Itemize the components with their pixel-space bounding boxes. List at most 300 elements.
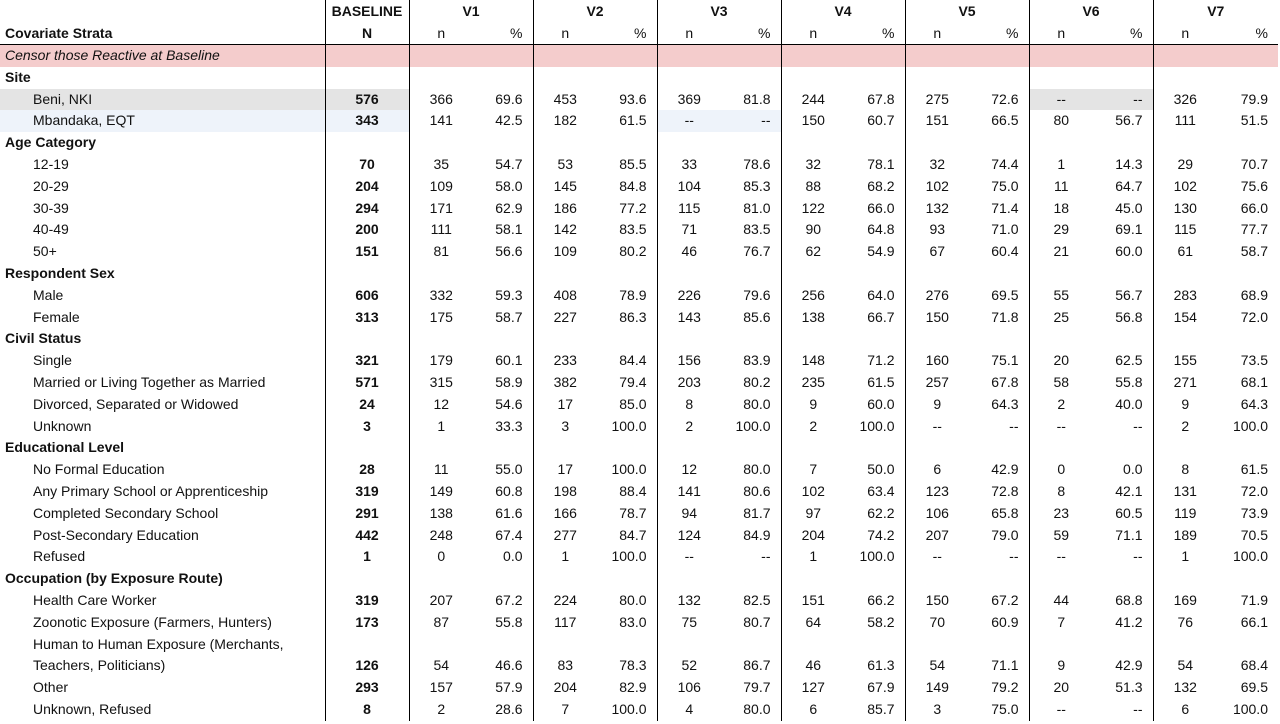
visit-n-cell: 102 bbox=[781, 481, 845, 503]
visit-n-cell bbox=[533, 568, 597, 590]
visit-n-cell: 52 bbox=[657, 655, 721, 677]
visit-n-cell: 175 bbox=[409, 307, 473, 329]
visit-pct-cell: 33.3 bbox=[495, 417, 523, 434]
n-header: n bbox=[409, 23, 473, 45]
visit-n-cell: -- bbox=[1029, 699, 1093, 721]
visit-pct-cell bbox=[473, 568, 533, 590]
visit-pct-cell: 93.6 bbox=[619, 90, 647, 107]
visit-n-cell: 132 bbox=[1153, 677, 1217, 699]
visit-pct-cell: 68.9 bbox=[1240, 286, 1268, 303]
visit-n-cell: 117 bbox=[533, 612, 597, 634]
visit-pct-cell: 85.0 bbox=[619, 395, 647, 412]
visit-pct-cell: 61.5 bbox=[867, 373, 895, 390]
visit-n-cell: 275 bbox=[905, 89, 969, 111]
visit-pct-cell: 84.4 bbox=[619, 352, 647, 369]
visit-pct-cell: 69.1 bbox=[1115, 221, 1143, 238]
visit-n-cell: 8 bbox=[657, 394, 721, 416]
strata-label: 12-19 bbox=[33, 155, 69, 172]
visit-n-cell: 150 bbox=[781, 110, 845, 132]
visit-n-cell: 67 bbox=[905, 241, 969, 263]
pct-header: % bbox=[1217, 23, 1278, 45]
visit-n-cell bbox=[905, 132, 969, 154]
visit-n-cell: 156 bbox=[657, 350, 721, 372]
visit-n-cell: -- bbox=[905, 546, 969, 568]
visit-n-cell: 75 bbox=[657, 612, 721, 634]
visit-n-cell: 198 bbox=[533, 481, 597, 503]
visit-n-cell: 149 bbox=[409, 481, 473, 503]
visit-n-cell: 87 bbox=[409, 612, 473, 634]
visit-n-cell: 2 bbox=[1153, 416, 1217, 438]
section-label: Age Category bbox=[5, 134, 97, 151]
visit-n-cell: 20 bbox=[1029, 677, 1093, 699]
baseline-n-cell: 28 bbox=[325, 459, 409, 481]
visit-pct-cell: 75.6 bbox=[1240, 177, 1268, 194]
visit-n-cell: 111 bbox=[1153, 110, 1217, 132]
visit-pct-cell bbox=[845, 634, 905, 656]
visit-pct-cell: 86.7 bbox=[743, 657, 771, 674]
visit-pct-cell: 69.6 bbox=[495, 90, 523, 107]
visit-pct-cell: 81.8 bbox=[743, 90, 771, 107]
visit-pct-cell: 79.7 bbox=[743, 679, 771, 696]
visit-pct-cell: 80.0 bbox=[743, 461, 771, 478]
baseline-n-cell: 151 bbox=[325, 241, 409, 263]
visit-n-cell: 54 bbox=[409, 655, 473, 677]
strata-label: Refused bbox=[33, 548, 86, 565]
visit-n-cell: 32 bbox=[905, 154, 969, 176]
visit-n-cell: 109 bbox=[533, 241, 597, 263]
visit-pct-cell: 67.4 bbox=[495, 526, 523, 543]
visit-n-cell: 2 bbox=[409, 699, 473, 721]
visit-n-cell: 132 bbox=[905, 198, 969, 220]
visit-n-cell: 233 bbox=[533, 350, 597, 372]
visit-n-cell: 64 bbox=[781, 612, 845, 634]
visit-pct-cell: 75.0 bbox=[991, 177, 1019, 194]
baseline-n-cell bbox=[325, 132, 409, 154]
visit-pct-cell: 61.3 bbox=[867, 657, 895, 674]
visit-pct-cell: 79.4 bbox=[619, 373, 647, 390]
visit-pct-cell: 61.5 bbox=[1240, 461, 1268, 478]
visit-n-cell: 115 bbox=[1153, 219, 1217, 241]
visit-pct-cell bbox=[597, 263, 657, 285]
section-row bbox=[0, 568, 1278, 590]
visit-n-cell: 25 bbox=[1029, 307, 1093, 329]
visit-pct-cell bbox=[721, 263, 781, 285]
visit-n-cell: 257 bbox=[905, 372, 969, 394]
visit-n-cell: 9 bbox=[781, 394, 845, 416]
visit-pct-cell: 56.6 bbox=[495, 243, 523, 260]
visit-pct-cell: 40.0 bbox=[1115, 395, 1143, 412]
visit-pct-cell: 74.2 bbox=[867, 526, 895, 543]
section-label: Respondent Sex bbox=[5, 264, 115, 281]
visit-n-cell: 97 bbox=[781, 503, 845, 525]
visit-n-cell: 124 bbox=[657, 525, 721, 547]
visit-n-cell: 2 bbox=[1029, 394, 1093, 416]
visit-n-cell: 70 bbox=[905, 612, 969, 634]
visit-pct-cell bbox=[1093, 328, 1153, 350]
visit-n-cell bbox=[657, 132, 721, 154]
visit-n-cell: 7 bbox=[781, 459, 845, 481]
strata-label: Teachers, Politicians) bbox=[33, 657, 166, 674]
visit-n-cell: 149 bbox=[905, 677, 969, 699]
visit-n-cell: -- bbox=[657, 110, 721, 132]
visit-n-cell bbox=[657, 67, 721, 89]
visit-pct-cell: 28.6 bbox=[495, 700, 523, 717]
table-row bbox=[0, 176, 1278, 198]
visit-n-cell: 179 bbox=[409, 350, 473, 372]
baseline-n-cell bbox=[325, 328, 409, 350]
section-row bbox=[0, 132, 1278, 154]
visit-n-cell: 123 bbox=[905, 481, 969, 503]
visit-n-cell bbox=[1153, 568, 1217, 590]
visit-n-cell: 12 bbox=[409, 394, 473, 416]
visit-pct-cell: 83.9 bbox=[743, 352, 771, 369]
visit-pct-cell: 58.2 bbox=[867, 613, 895, 630]
visit-n-cell bbox=[1153, 67, 1217, 89]
visit-pct-cell bbox=[1217, 568, 1278, 590]
table-row bbox=[0, 677, 1278, 699]
visit-n-cell: 80 bbox=[1029, 110, 1093, 132]
visit-pct-cell bbox=[1093, 568, 1153, 590]
section-label: Site bbox=[5, 68, 31, 85]
baseline-n-cell: 606 bbox=[325, 285, 409, 307]
visit-n-cell: 29 bbox=[1029, 219, 1093, 241]
visit-n-cell: 141 bbox=[657, 481, 721, 503]
visit-n-cell: 142 bbox=[533, 219, 597, 241]
visit-pct-cell: 79.9 bbox=[1240, 90, 1268, 107]
visit-pct-cell: 79.0 bbox=[991, 526, 1019, 543]
strata-label: 20-29 bbox=[33, 177, 69, 194]
visit-n-cell: 106 bbox=[657, 677, 721, 699]
visit-n-cell: -- bbox=[1029, 416, 1093, 438]
table-row bbox=[0, 590, 1278, 612]
visit-pct-cell bbox=[721, 132, 781, 154]
visit-pct-cell: 85.3 bbox=[743, 177, 771, 194]
pct-header: % bbox=[597, 23, 657, 45]
table-row bbox=[0, 416, 1278, 438]
visit-n-cell: 453 bbox=[533, 89, 597, 111]
baseline-n-cell: 293 bbox=[325, 677, 409, 699]
visit-pct-cell bbox=[845, 67, 905, 89]
visit-pct-cell: 64.7 bbox=[1115, 177, 1143, 194]
baseline-n-cell: 291 bbox=[325, 503, 409, 525]
visit-n-cell: 46 bbox=[781, 655, 845, 677]
visit-n-cell: 154 bbox=[1153, 307, 1217, 329]
visit-pct-cell: 60.8 bbox=[495, 482, 523, 499]
visit-n-cell bbox=[1153, 437, 1217, 459]
visit-n-cell: 9 bbox=[1153, 394, 1217, 416]
visit-n-cell: 6 bbox=[1153, 699, 1217, 721]
visit-pct-cell: 59.3 bbox=[495, 286, 523, 303]
strata-label: Zoonotic Exposure (Farmers, Hunters) bbox=[33, 613, 272, 630]
visit-n-cell: 83 bbox=[533, 655, 597, 677]
visit-pct-cell: 42.9 bbox=[991, 461, 1019, 478]
visit-pct-cell: 80.7 bbox=[743, 613, 771, 630]
n-header: n bbox=[781, 23, 845, 45]
visit-pct-cell: 68.1 bbox=[1240, 373, 1268, 390]
visit-pct-cell bbox=[597, 328, 657, 350]
strata-label: Unknown bbox=[33, 417, 92, 434]
baseline-n-cell bbox=[325, 67, 409, 89]
visit-n-cell: 1 bbox=[409, 416, 473, 438]
visit-n-cell bbox=[657, 634, 721, 656]
visit-pct-cell bbox=[597, 437, 657, 459]
visit-pct-cell: 60.4 bbox=[991, 243, 1019, 260]
strata-label: Mbandaka, EQT bbox=[0, 110, 325, 132]
visit-n-cell: 326 bbox=[1153, 89, 1217, 111]
visit-n-cell bbox=[533, 328, 597, 350]
visit-n-cell: 151 bbox=[905, 110, 969, 132]
table-row-continued-label bbox=[0, 634, 1278, 656]
strata-label: Divorced, Separated or Widowed bbox=[33, 395, 239, 412]
visit-pct-cell: 83.5 bbox=[743, 221, 771, 238]
visit-pct-cell: 68.4 bbox=[1240, 657, 1268, 674]
visit-n-cell: 59 bbox=[1029, 525, 1093, 547]
visit-n-cell bbox=[409, 634, 473, 656]
n-header: n bbox=[905, 23, 969, 45]
visit-n-cell: 131 bbox=[1153, 481, 1217, 503]
visit-pct-cell: 84.8 bbox=[619, 177, 647, 194]
visit-n-cell: 8 bbox=[1153, 459, 1217, 481]
visit-pct-cell: -- bbox=[761, 548, 771, 565]
visit-pct-cell: 100.0 bbox=[859, 417, 895, 434]
visit-n-cell: 366 bbox=[409, 89, 473, 111]
visit-pct-cell bbox=[1093, 132, 1153, 154]
visit-n-cell bbox=[781, 263, 845, 285]
baseline-n-header: N bbox=[325, 23, 409, 45]
visit-pct-cell: 60.5 bbox=[1115, 504, 1143, 521]
visit-n-cell: 141 bbox=[409, 110, 473, 132]
visit-n-cell: 189 bbox=[1153, 525, 1217, 547]
visit-n-cell: 2 bbox=[657, 416, 721, 438]
visit-pct-cell: 66.1 bbox=[1240, 613, 1268, 630]
visit-pct-cell: 72.0 bbox=[1240, 308, 1268, 325]
baseline-n-cell: 8 bbox=[325, 699, 409, 721]
visit-n-cell: 21 bbox=[1029, 241, 1093, 263]
visit-n-cell bbox=[905, 263, 969, 285]
visit-n-cell: 369 bbox=[657, 89, 721, 111]
baseline-header: BASELINE bbox=[325, 0, 409, 23]
visit-n-cell bbox=[657, 328, 721, 350]
visit-n-cell: 17 bbox=[533, 459, 597, 481]
pct-header: % bbox=[721, 23, 781, 45]
visit-n-cell: 93 bbox=[905, 219, 969, 241]
visit-n-cell bbox=[1029, 634, 1093, 656]
visit-n-cell bbox=[1153, 132, 1217, 154]
visit-pct-cell: 62.2 bbox=[867, 504, 895, 521]
visit-pct-cell: 67.8 bbox=[867, 90, 895, 107]
visit-pct-cell bbox=[1093, 437, 1153, 459]
visit-n-cell bbox=[1029, 67, 1093, 89]
visit-pct-cell: 65.8 bbox=[991, 504, 1019, 521]
visit-pct-cell bbox=[845, 132, 905, 154]
visit-n-cell: 277 bbox=[533, 525, 597, 547]
section-label: Civil Status bbox=[5, 330, 82, 347]
visit-n-cell: 203 bbox=[657, 372, 721, 394]
visit-pct-cell: 80.0 bbox=[743, 700, 771, 717]
visit-n-cell: 35 bbox=[409, 154, 473, 176]
visit-pct-cell: 55.8 bbox=[495, 613, 523, 630]
visit-pct-cell bbox=[969, 634, 1029, 656]
visit-n-cell: 248 bbox=[409, 525, 473, 547]
visit-pct-cell: 60.0 bbox=[1115, 243, 1143, 260]
visit-pct-cell: 50.0 bbox=[867, 461, 895, 478]
visit-n-cell: 6 bbox=[905, 459, 969, 481]
visit-n-cell: 106 bbox=[905, 503, 969, 525]
baseline-n-cell: 1 bbox=[325, 546, 409, 568]
baseline-n-cell bbox=[325, 437, 409, 459]
section-row bbox=[0, 263, 1278, 285]
baseline-n-cell: 576 bbox=[325, 89, 409, 111]
visit-n-cell: 32 bbox=[781, 154, 845, 176]
visit-n-cell: 7 bbox=[533, 699, 597, 721]
visit-pct-cell: 78.3 bbox=[619, 657, 647, 674]
visit-n-cell bbox=[781, 328, 845, 350]
visit-n-cell: 130 bbox=[1153, 198, 1217, 220]
strata-label: 50+ bbox=[33, 243, 57, 260]
censor-row bbox=[0, 45, 1278, 67]
visit-n-cell: 20 bbox=[1029, 350, 1093, 372]
pct-header: % bbox=[845, 23, 905, 45]
visit-pct-cell: 66.0 bbox=[867, 199, 895, 216]
visit-pct-cell: 58.7 bbox=[495, 308, 523, 325]
visit-pct-cell: 42.1 bbox=[1115, 482, 1143, 499]
visit-pct-cell: 66.7 bbox=[867, 308, 895, 325]
visit-n-cell: 132 bbox=[657, 590, 721, 612]
section-label: Educational Level bbox=[5, 439, 125, 456]
baseline-n-cell: 204 bbox=[325, 176, 409, 198]
visit-n-cell: 0 bbox=[1029, 459, 1093, 481]
strata-label: Male bbox=[33, 286, 64, 303]
visit-n-cell bbox=[905, 67, 969, 89]
visit-n-cell: 8 bbox=[1029, 481, 1093, 503]
visit-pct-cell: 64.8 bbox=[867, 221, 895, 238]
visit-n-cell: 332 bbox=[409, 285, 473, 307]
visit-n-cell: 276 bbox=[905, 285, 969, 307]
visit-pct-cell bbox=[473, 328, 533, 350]
visit-n-cell: 7 bbox=[1029, 612, 1093, 634]
visit-pct-cell bbox=[721, 328, 781, 350]
visit-n-cell: 256 bbox=[781, 285, 845, 307]
visit-pct-cell: 88.4 bbox=[619, 482, 647, 499]
table-row bbox=[0, 481, 1278, 503]
visit-pct-cell: 80.2 bbox=[619, 243, 647, 260]
visit-pct-cell: 63.4 bbox=[867, 482, 895, 499]
visit-pct-cell: 85.7 bbox=[867, 700, 895, 717]
visit-pct-cell: 60.9 bbox=[991, 613, 1019, 630]
baseline-n-cell: 173 bbox=[325, 612, 409, 634]
strata-label: Single bbox=[33, 352, 72, 369]
visit-n-cell: 143 bbox=[657, 307, 721, 329]
visit-pct-cell: 100.0 bbox=[1232, 548, 1268, 565]
baseline-n-cell: 313 bbox=[325, 307, 409, 329]
visit-pct-cell: 79.6 bbox=[743, 286, 771, 303]
visit-pct-cell: 81.0 bbox=[743, 199, 771, 216]
pct-header: % bbox=[1093, 23, 1153, 45]
visit-n-cell: 283 bbox=[1153, 285, 1217, 307]
visit-n-cell: 166 bbox=[533, 503, 597, 525]
visit-pct-cell: 80.0 bbox=[619, 591, 647, 608]
visit-pct-cell bbox=[721, 67, 781, 89]
visit-n-cell: 71 bbox=[657, 219, 721, 241]
visit-header-v4: V4 bbox=[781, 0, 905, 23]
visit-n-cell: 62 bbox=[781, 241, 845, 263]
visit-n-cell: 157 bbox=[409, 677, 473, 699]
visit-pct-cell: 68.8 bbox=[1115, 591, 1143, 608]
baseline-n-cell: 24 bbox=[325, 394, 409, 416]
visit-pct-cell bbox=[845, 568, 905, 590]
visit-pct-cell: 70.5 bbox=[1240, 526, 1268, 543]
visit-n-cell bbox=[1153, 263, 1217, 285]
visit-pct-cell: 67.8 bbox=[991, 373, 1019, 390]
visit-pct-cell bbox=[473, 132, 533, 154]
covariate-strata-header: Covariate Strata bbox=[0, 23, 325, 45]
visit-pct-cell: 58.0 bbox=[495, 177, 523, 194]
visit-pct-cell: 54.9 bbox=[867, 243, 895, 260]
visit-pct-cell: 41.2 bbox=[1115, 613, 1143, 630]
visit-n-cell bbox=[1153, 328, 1217, 350]
visit-n-cell bbox=[533, 67, 597, 89]
visit-pct-cell bbox=[845, 263, 905, 285]
table-row bbox=[0, 394, 1278, 416]
visit-pct-cell: 71.8 bbox=[991, 308, 1019, 325]
visit-n-cell bbox=[1029, 328, 1093, 350]
visit-n-cell: 160 bbox=[905, 350, 969, 372]
baseline-n-cell: 200 bbox=[325, 219, 409, 241]
visit-n-cell: 109 bbox=[409, 176, 473, 198]
visit-n-cell: 11 bbox=[409, 459, 473, 481]
visit-pct-cell: 83.0 bbox=[619, 613, 647, 630]
visit-pct-cell bbox=[597, 634, 657, 656]
visit-pct-cell: 61.6 bbox=[495, 504, 523, 521]
strata-label: Any Primary School or Apprenticeship bbox=[33, 482, 268, 499]
visit-n-cell: 54 bbox=[1153, 655, 1217, 677]
visit-n-cell bbox=[657, 568, 721, 590]
visit-n-cell bbox=[905, 328, 969, 350]
visit-pct-cell bbox=[1093, 634, 1153, 656]
visit-pct-cell bbox=[1093, 263, 1153, 285]
strata-label: Unknown, Refused bbox=[33, 700, 152, 717]
visit-n-cell: 46 bbox=[657, 241, 721, 263]
visit-pct-cell: 42.5 bbox=[495, 112, 523, 129]
visit-pct-cell: 45.0 bbox=[1115, 199, 1143, 216]
baseline-n-cell bbox=[325, 568, 409, 590]
visit-pct-cell: 100.0 bbox=[735, 417, 771, 434]
baseline-n-cell: 3 bbox=[325, 416, 409, 438]
baseline-n-cell: 571 bbox=[325, 372, 409, 394]
visit-pct-cell: 82.9 bbox=[619, 679, 647, 696]
visit-header-v6: V6 bbox=[1029, 0, 1153, 23]
visit-n-cell bbox=[657, 263, 721, 285]
visit-pct-cell bbox=[969, 263, 1029, 285]
table-row bbox=[0, 219, 1278, 241]
visit-pct-cell: 58.9 bbox=[495, 373, 523, 390]
visit-pct-cell: 80.6 bbox=[743, 482, 771, 499]
visit-n-cell: 138 bbox=[409, 503, 473, 525]
visit-n-cell: 53 bbox=[533, 154, 597, 176]
baseline-n-cell bbox=[325, 634, 409, 656]
visit-n-cell bbox=[533, 437, 597, 459]
visit-pct-cell bbox=[1217, 634, 1278, 656]
strata-label: Female bbox=[33, 308, 80, 325]
table-row bbox=[0, 655, 1278, 677]
visit-n-cell: 227 bbox=[533, 307, 597, 329]
table-row bbox=[0, 372, 1278, 394]
visit-n-cell bbox=[533, 263, 597, 285]
strata-label: Married or Living Together as Married bbox=[33, 373, 266, 390]
baseline-n-cell: 126 bbox=[325, 655, 409, 677]
visit-pct-cell bbox=[597, 132, 657, 154]
visit-pct-cell: 100.0 bbox=[611, 461, 647, 478]
